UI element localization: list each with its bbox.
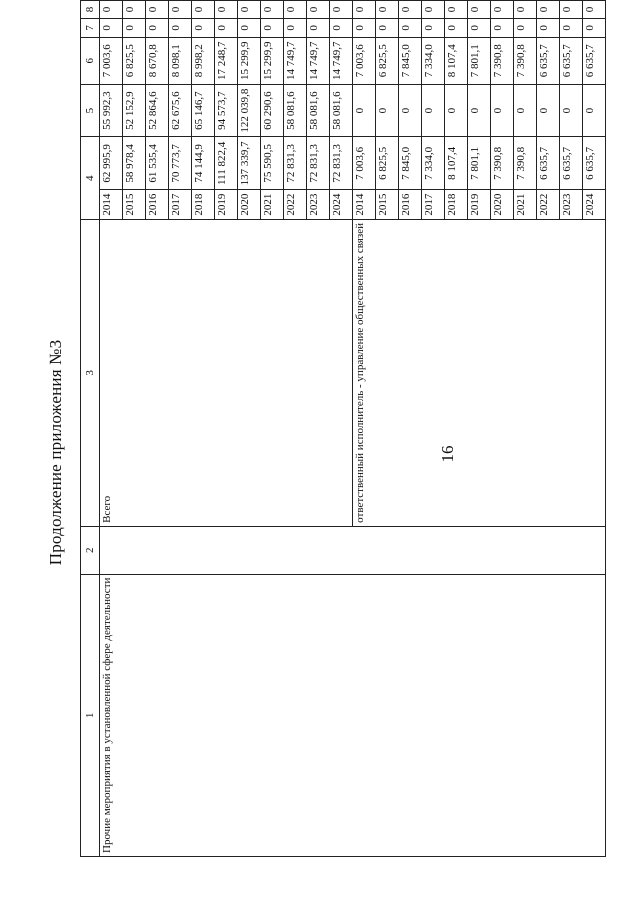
value-cell-c7: 0 [261, 18, 284, 37]
column-number: 4 [81, 137, 100, 220]
year-cell: 2022 [537, 190, 560, 220]
value-cell-c4: 7 390,8 [491, 137, 514, 190]
year-cell: 2023 [560, 190, 583, 220]
value-cell-c4: 70 773,7 [169, 137, 192, 190]
value-cell-c7: 0 [330, 18, 353, 37]
column-number: 7 [81, 18, 100, 37]
value-cell-c7: 0 [422, 18, 445, 37]
year-cell: 2020 [238, 190, 261, 220]
value-cell-c5: 0 [514, 84, 537, 137]
value-cell-c4: 7 390,8 [514, 137, 537, 190]
value-cell-c4: 74 144,9 [192, 137, 215, 190]
table-body [100, 1, 606, 857]
value-cell-c5: 0 [376, 84, 399, 137]
table-row [100, 1, 123, 857]
value-cell-c7: 0 [537, 18, 560, 37]
year-cell: 2024 [330, 190, 353, 220]
value-cell-c6: 14 749,7 [307, 37, 330, 84]
value-cell-c5: 94 573,7 [215, 84, 238, 137]
value-cell-c7: 0 [514, 18, 537, 37]
value-cell-c8: 0 [560, 1, 583, 19]
page-number: 16 [438, 445, 457, 463]
value-cell-c6: 6 635,7 [537, 37, 560, 84]
executor-cell: ответственный исполнитель - управление общественных связей [353, 220, 606, 527]
value-cell-c4: 6 635,7 [537, 137, 560, 190]
year-cell: 2020 [491, 190, 514, 220]
value-cell-c7: 0 [353, 18, 376, 37]
value-cell-c6: 14 749,7 [330, 37, 353, 84]
year-cell: 2022 [284, 190, 307, 220]
value-cell-c7: 0 [100, 18, 123, 37]
value-cell-c5: 58 081,6 [330, 84, 353, 137]
value-cell-c7: 0 [169, 18, 192, 37]
value-cell-c5: 0 [422, 84, 445, 137]
value-cell-c5: 0 [491, 84, 514, 137]
value-cell-c6: 7 003,6 [100, 37, 123, 84]
year-cell: 2014 [100, 190, 123, 220]
column-number: 1 [81, 574, 100, 856]
value-cell-c4: 58 978,4 [123, 137, 146, 190]
value-cell-c4: 6 825,5 [376, 137, 399, 190]
value-cell-c4: 62 995,9 [100, 137, 123, 190]
value-cell-c5: 58 081,6 [284, 84, 307, 137]
value-cell-c7: 0 [307, 18, 330, 37]
value-cell-c6: 8 670,8 [146, 37, 169, 84]
value-cell-c5: 0 [560, 84, 583, 137]
value-cell-c8: 0 [468, 1, 491, 19]
value-cell-c8: 0 [514, 1, 537, 19]
value-cell-c6: 15 299,9 [261, 37, 284, 84]
funding-table [80, 0, 606, 857]
value-cell-c7: 0 [468, 18, 491, 37]
value-cell-c6: 7 334,0 [422, 37, 445, 84]
value-cell-c7: 0 [238, 18, 261, 37]
year-cell: 2021 [514, 190, 537, 220]
value-cell-c5: 0 [399, 84, 422, 137]
value-cell-c4: 137 339,7 [238, 137, 261, 190]
column-number: 8 [81, 1, 100, 19]
year-cell: 2015 [123, 190, 146, 220]
value-cell-c4: 7 334,0 [422, 137, 445, 190]
executor-cell: Всего [100, 220, 353, 527]
value-cell-c8: 0 [215, 1, 238, 19]
value-cell-c5: 62 675,6 [169, 84, 192, 137]
year-cell: 2019 [468, 190, 491, 220]
value-cell-c6: 8 098,1 [169, 37, 192, 84]
value-cell-c6: 7 845,0 [399, 37, 422, 84]
value-cell-c7: 0 [215, 18, 238, 37]
value-cell-c8: 0 [284, 1, 307, 19]
value-cell-c8: 0 [537, 1, 560, 19]
year-cell: 2016 [399, 190, 422, 220]
value-cell-c8: 0 [307, 1, 330, 19]
value-cell-c4: 6 635,7 [560, 137, 583, 190]
column-number-row [81, 1, 100, 857]
value-cell-c5: 58 081,6 [307, 84, 330, 137]
value-cell-c8: 0 [169, 1, 192, 19]
value-cell-c5: 0 [445, 84, 468, 137]
value-cell-c6: 15 299,9 [238, 37, 261, 84]
value-cell-c8: 0 [261, 1, 284, 19]
value-cell-c8: 0 [146, 1, 169, 19]
value-cell-c5: 0 [537, 84, 560, 137]
column-number: 6 [81, 37, 100, 84]
year-cell: 2016 [146, 190, 169, 220]
value-cell-c8: 0 [399, 1, 422, 19]
value-cell-c4: 7 801,1 [468, 137, 491, 190]
value-cell-c5: 52 152,9 [123, 84, 146, 137]
value-cell-c6: 17 248,7 [215, 37, 238, 84]
value-cell-c6: 7 003,6 [353, 37, 376, 84]
column-number: 2 [81, 526, 100, 574]
value-cell-c7: 0 [560, 18, 583, 37]
year-cell: 2018 [192, 190, 215, 220]
value-cell-c7: 0 [284, 18, 307, 37]
year-cell: 2017 [422, 190, 445, 220]
year-cell: 2023 [307, 190, 330, 220]
year-cell: 2015 [376, 190, 399, 220]
value-cell-c6: 6 825,5 [123, 37, 146, 84]
value-cell-c8: 0 [491, 1, 514, 19]
year-cell: 2017 [169, 190, 192, 220]
value-cell-c8: 0 [238, 1, 261, 19]
value-cell-c6: 7 390,8 [514, 37, 537, 84]
value-cell-c7: 0 [376, 18, 399, 37]
value-cell-c7: 0 [491, 18, 514, 37]
value-cell-c6: 6 825,5 [376, 37, 399, 84]
value-cell-c8: 0 [123, 1, 146, 19]
value-cell-c4: 75 590,5 [261, 137, 284, 190]
value-cell-c6: 7 801,1 [468, 37, 491, 84]
value-cell-c8: 0 [353, 1, 376, 19]
column-2-cell [100, 526, 606, 574]
value-cell-c6: 8 998,2 [192, 37, 215, 84]
value-cell-c6: 8 107,4 [445, 37, 468, 84]
value-cell-c5: 55 992,3 [100, 84, 123, 137]
value-cell-c5: 0 [468, 84, 491, 137]
value-cell-c5: 0 [353, 84, 376, 137]
value-cell-c8: 0 [422, 1, 445, 19]
value-cell-c4: 72 831,3 [307, 137, 330, 190]
value-cell-c4: 111 822,4 [215, 137, 238, 190]
column-number: 5 [81, 84, 100, 137]
value-cell-c4: 7 003,6 [353, 137, 376, 190]
value-cell-c7: 0 [445, 18, 468, 37]
value-cell-c6: 6 635,7 [560, 37, 583, 84]
value-cell-c7: 0 [583, 18, 606, 37]
value-cell-c7: 0 [123, 18, 146, 37]
value-cell-c8: 0 [376, 1, 399, 19]
value-cell-c4: 8 107,4 [445, 137, 468, 190]
value-cell-c8: 0 [445, 1, 468, 19]
value-cell-c8: 0 [100, 1, 123, 19]
value-cell-c6: 6 635,7 [583, 37, 606, 84]
value-cell-c6: 14 749,7 [284, 37, 307, 84]
value-cell-c7: 0 [146, 18, 169, 37]
year-cell: 2014 [353, 190, 376, 220]
value-cell-c4: 6 635,7 [583, 137, 606, 190]
year-cell: 2019 [215, 190, 238, 220]
value-cell-c5: 0 [583, 84, 606, 137]
year-cell: 2018 [445, 190, 468, 220]
value-cell-c8: 0 [583, 1, 606, 19]
value-cell-c6: 7 390,8 [491, 37, 514, 84]
value-cell-c5: 60 290,6 [261, 84, 284, 137]
value-cell-c7: 0 [192, 18, 215, 37]
value-cell-c4: 72 831,3 [284, 137, 307, 190]
value-cell-c4: 7 845,0 [399, 137, 422, 190]
value-cell-c4: 61 535,4 [146, 137, 169, 190]
value-cell-c5: 65 146,7 [192, 84, 215, 137]
value-cell-c4: 72 831,3 [330, 137, 353, 190]
year-cell: 2024 [583, 190, 606, 220]
year-cell: 2021 [261, 190, 284, 220]
value-cell-c5: 52 864,6 [146, 84, 169, 137]
program-name-cell: Прочие мероприятия в установленной сфере деятельности [100, 574, 606, 856]
value-cell-c5: 122 039,8 [238, 84, 261, 137]
value-cell-c8: 0 [192, 1, 215, 19]
value-cell-c8: 0 [330, 1, 353, 19]
value-cell-c7: 0 [399, 18, 422, 37]
appendix-subtitle: Продолжение приложения №3 [46, 339, 65, 566]
column-number: 3 [81, 220, 100, 527]
